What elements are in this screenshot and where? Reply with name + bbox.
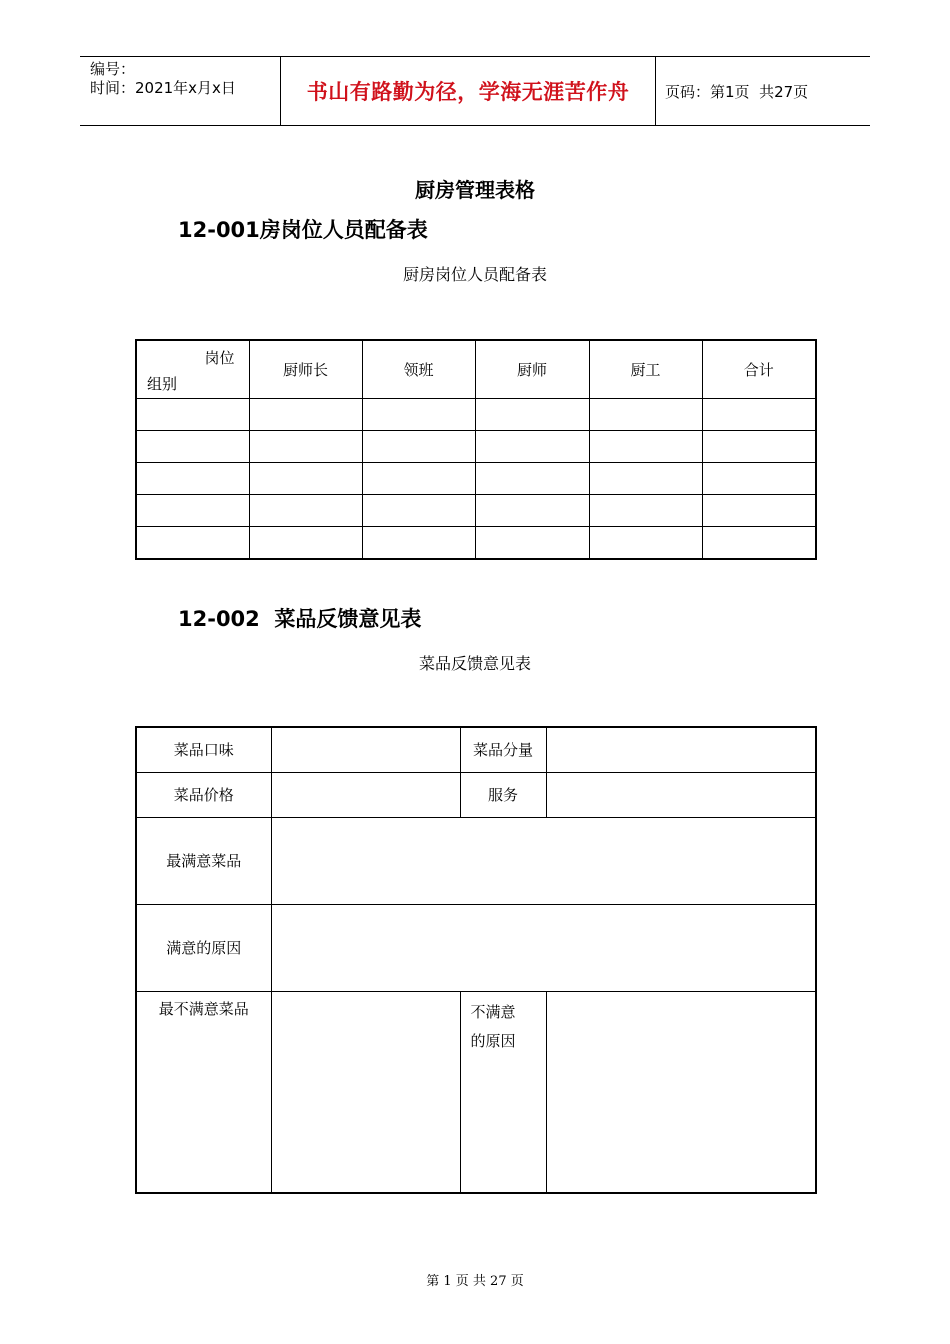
table-cell[interactable]	[589, 495, 702, 527]
unsatisfied-reason-line: 不满意	[470, 1002, 516, 1021]
satisfied-reason-label: 满意的原因	[136, 904, 271, 991]
taste-field[interactable]	[271, 727, 460, 772]
header-position-label: 岗位	[204, 349, 235, 367]
table-row	[136, 991, 816, 1193]
table-row	[136, 904, 816, 991]
document-title: 厨房管理表格	[415, 178, 535, 202]
table-row	[136, 399, 816, 431]
table-cell[interactable]	[475, 463, 589, 495]
table-cell[interactable]	[249, 495, 362, 527]
service-field[interactable]	[546, 772, 816, 817]
header-meta	[80, 57, 280, 128]
table-cell[interactable]	[249, 431, 362, 463]
table-cell[interactable]	[362, 495, 475, 527]
table-cell[interactable]	[136, 431, 249, 463]
table-cell[interactable]	[249, 463, 362, 495]
section-1-heading: 12-001房岗位人员配备表	[178, 218, 428, 242]
number-label: 编号：	[90, 60, 136, 78]
table-cell[interactable]	[136, 399, 249, 431]
table-cell[interactable]	[249, 527, 362, 560]
service-label: 服务	[460, 772, 546, 817]
header-group-label: 组别	[147, 375, 178, 393]
table-cell[interactable]	[589, 431, 702, 463]
satisfied-reason-field[interactable]	[271, 904, 816, 991]
table-cell[interactable]	[589, 399, 702, 431]
table-row	[136, 431, 816, 463]
table-cell[interactable]	[136, 463, 249, 495]
column-header: 厨师	[475, 340, 589, 399]
table-cell[interactable]	[475, 495, 589, 527]
table-row	[136, 527, 816, 560]
table-cell[interactable]	[362, 399, 475, 431]
least-satisfied-label: 最不满意菜品	[136, 991, 271, 1193]
table-cell[interactable]	[475, 399, 589, 431]
section-2-heading: 12-002 菜品反馈意见表	[178, 607, 422, 631]
most-satisfied-label: 最满意菜品	[136, 817, 271, 904]
diagonal-header-cell	[136, 340, 249, 399]
feedback-table	[135, 726, 817, 1194]
unsatisfied-reason-label	[460, 991, 546, 1193]
table-cell[interactable]	[475, 527, 589, 560]
staffing-table	[135, 339, 817, 560]
table-cell[interactable]	[362, 463, 475, 495]
table-cell[interactable]	[702, 527, 816, 560]
table-cell[interactable]	[702, 495, 816, 527]
least-satisfied-field[interactable]	[271, 991, 460, 1193]
table-cell[interactable]	[362, 431, 475, 463]
time-label: 时间：2021年x月x日	[90, 79, 236, 97]
table-cell[interactable]	[589, 463, 702, 495]
table-row	[136, 772, 816, 817]
portion-field[interactable]	[546, 727, 816, 772]
column-header: 合计	[702, 340, 816, 399]
page-footer: 第 1 页 共 27 页	[426, 1274, 524, 1289]
column-header: 领班	[362, 340, 475, 399]
document-header	[80, 56, 870, 126]
price-field[interactable]	[271, 772, 460, 817]
section-1-table-title: 厨房岗位人员配备表	[402, 265, 547, 284]
unsatisfied-reason-field[interactable]	[546, 991, 816, 1193]
table-cell[interactable]	[589, 527, 702, 560]
table-row	[136, 495, 816, 527]
header-motto: 书山有路勤为径，学海无涯苦作舟	[280, 57, 656, 125]
header-page-info	[655, 57, 870, 125]
column-header: 厨师长	[249, 340, 362, 399]
portion-label: 菜品分量	[460, 727, 546, 772]
table-row	[136, 463, 816, 495]
table-cell[interactable]	[249, 399, 362, 431]
taste-label: 菜品口味	[136, 727, 271, 772]
table-cell[interactable]	[702, 399, 816, 431]
column-header: 厨工	[589, 340, 702, 399]
table-cell[interactable]	[362, 527, 475, 560]
table-header-row	[136, 340, 816, 399]
table-cell[interactable]	[475, 431, 589, 463]
page-label: 页码：第1页 共27页	[665, 82, 809, 101]
section-2-table-title: 菜品反馈意见表	[418, 654, 531, 673]
unsatisfied-reason-line: 的原因	[470, 1031, 516, 1050]
most-satisfied-field[interactable]	[271, 817, 816, 904]
table-cell[interactable]	[702, 463, 816, 495]
table-row	[136, 817, 816, 904]
table-cell[interactable]	[136, 527, 249, 560]
table-cell[interactable]	[702, 431, 816, 463]
table-cell[interactable]	[136, 495, 249, 527]
table-row	[136, 727, 816, 772]
price-label: 菜品价格	[136, 772, 271, 817]
